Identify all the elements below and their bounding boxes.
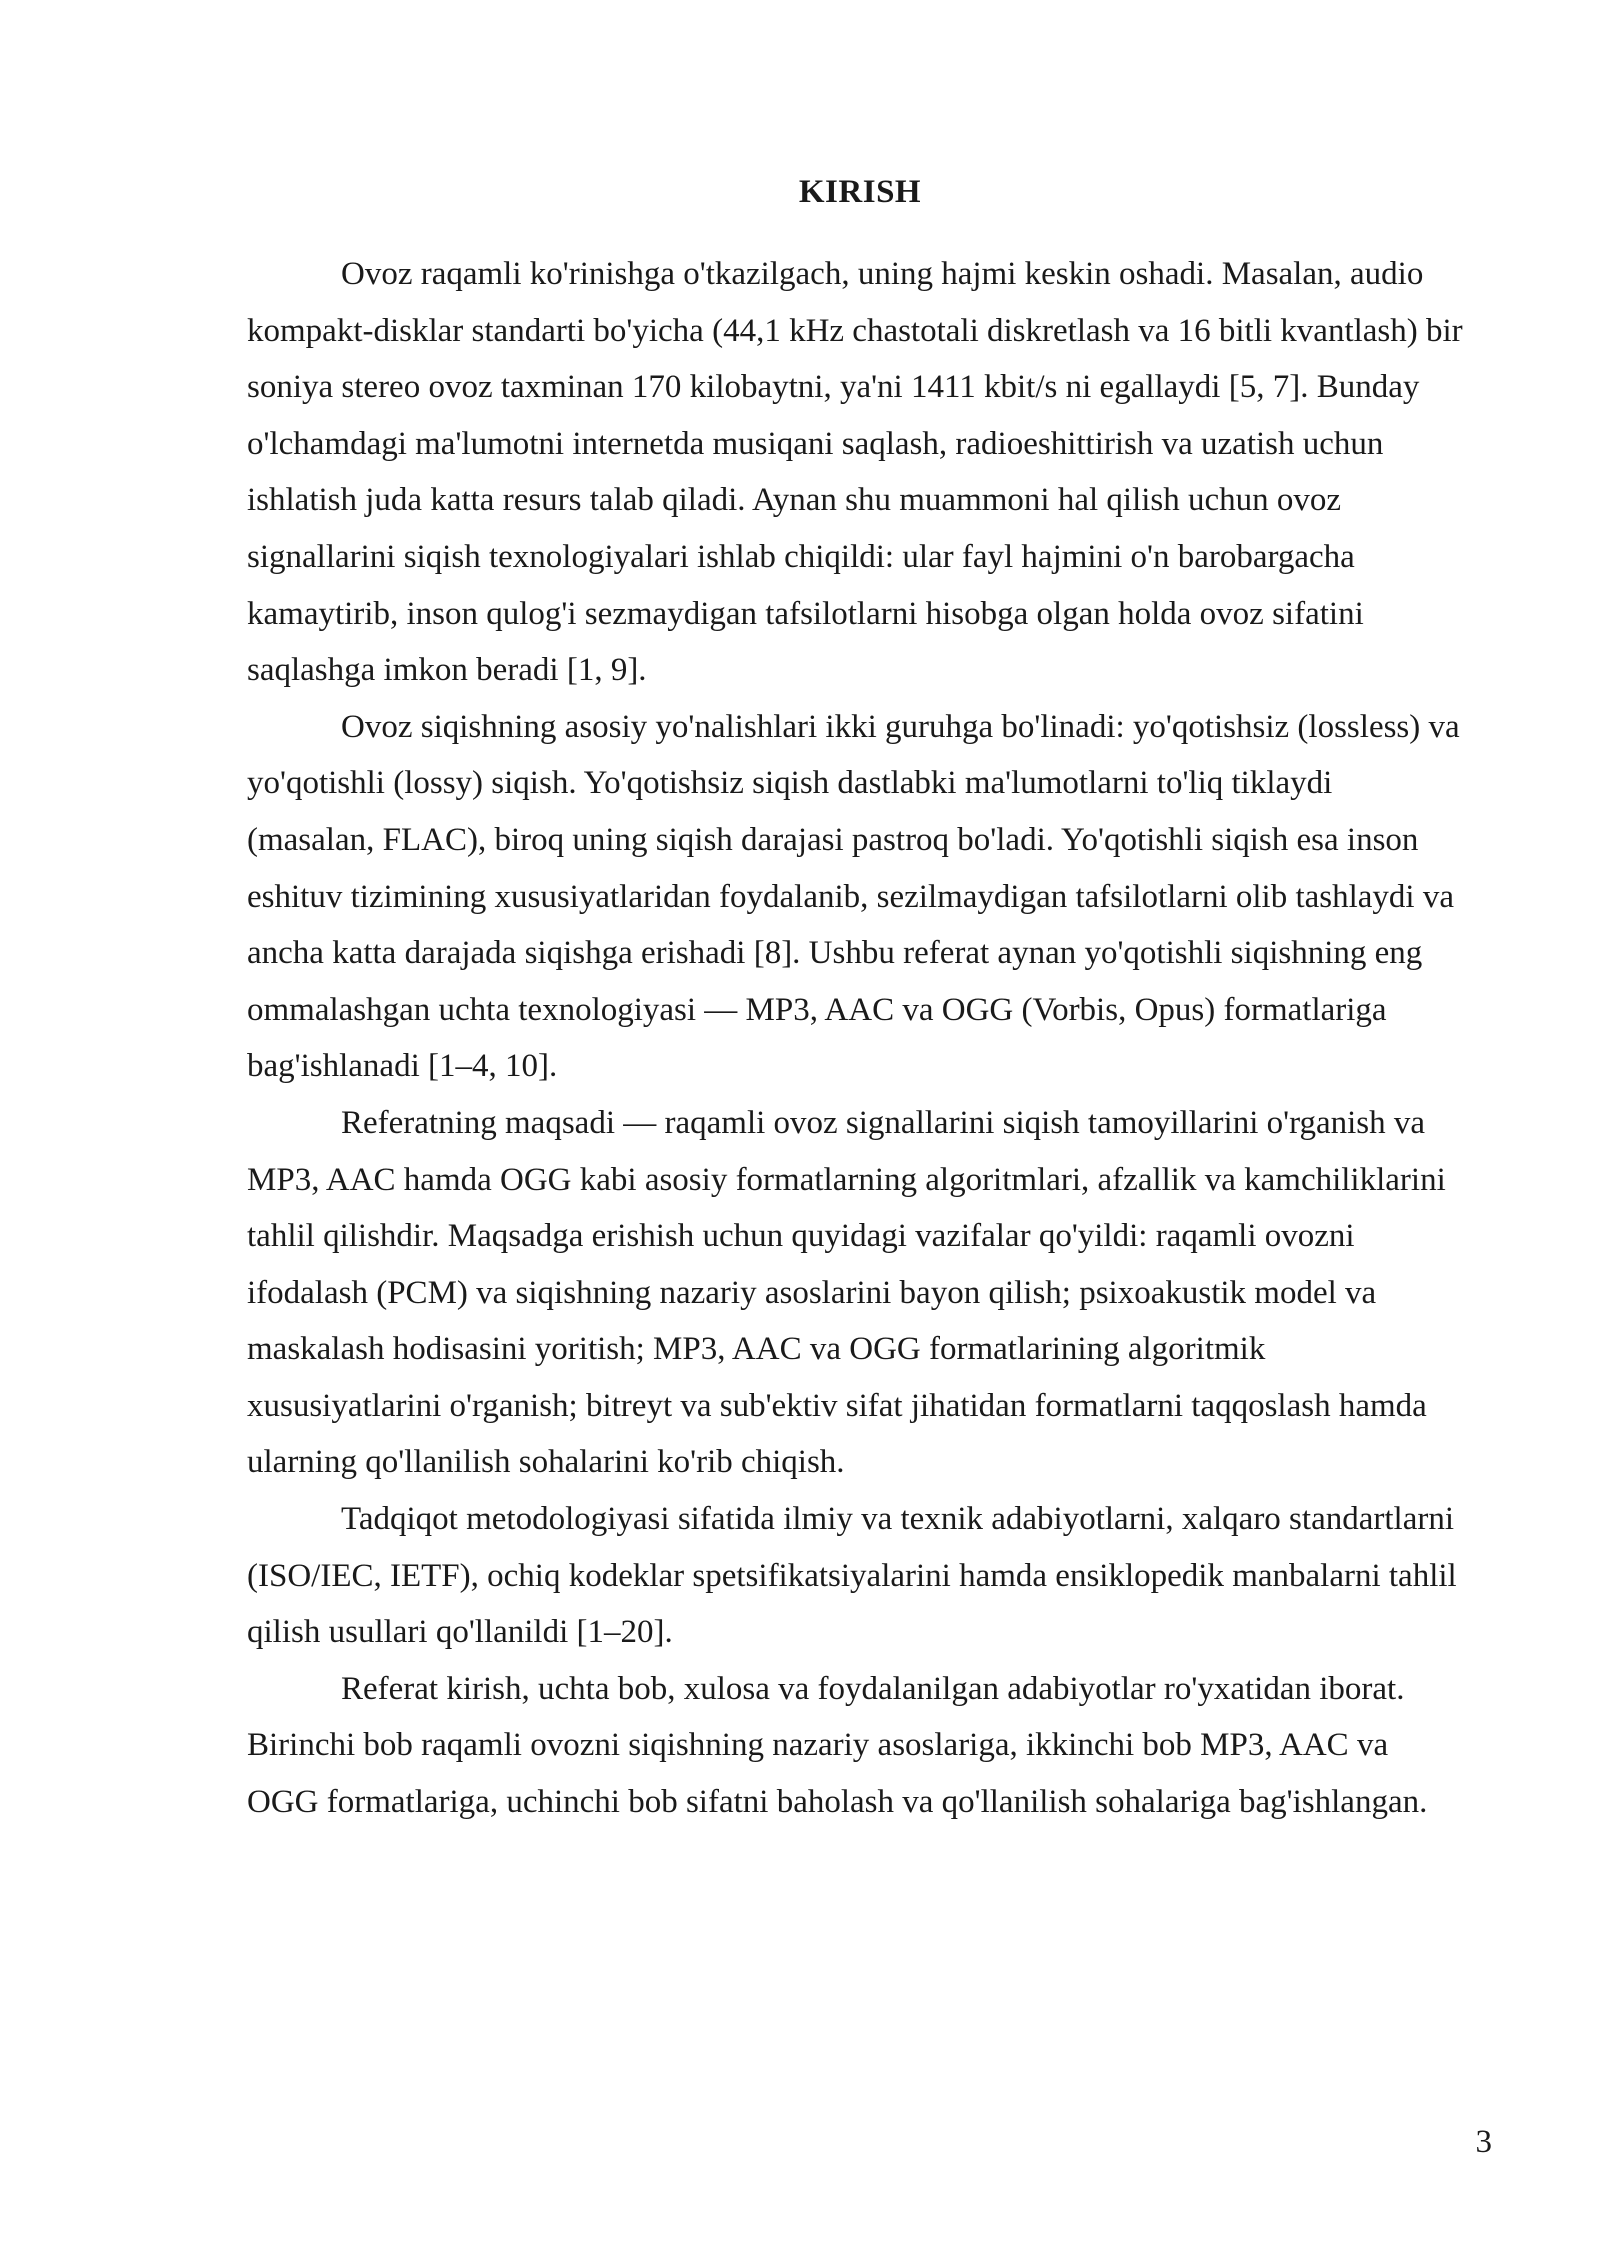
paragraph-structure: Referat kirish, uchta bob, xulosa va foydalanilgan adabiyotlar ro'yxatidan iborat. Birinchi bob raqamli ovozni siqishning nazariy asoslariga, ikkinchi bob MP3, AAC va OGG formatlariga, uchinchi bob sifatni baholash va qo'llanilish sohalariga bag'ishlangan. xyxy=(247,1670,1428,1821)
page-number: 3 xyxy=(1475,2124,1492,2160)
body-text xyxy=(247,246,1465,1831)
section-heading: KIRISH xyxy=(798,174,922,210)
paragraph-intro: Ovoz raqamli ko'rinishga o'tkazilgach, uning hajmi keskin oshadi. Masalan, audio kompakt-disklar standarti bo'yicha (44,1 kHz chastotali diskretlash va 16 bitli kvantlash) bir soniya stereo ovoz taxminan 170 kilobaytni, ya'ni 1411 kbit/s ni egallaydi [5, 7]. Bunday o'lchamdagi ma'lumotni internetda musiqani saqlash, radioeshittirish va uzatish uchun ishlatish juda katta resurs talab qiladi. Aynan shu muammoni hal qilish uchun ovoz signallarini siqish texnologiyalari ishlab chiqildi: ular fayl hajmini o'n barobargacha kamaytirib, inson qulog'i sezmaydigan tafsilotlarni hisobga olgan holda ovoz sifatini saqlashga imkon beradi [1, 9]. xyxy=(247,256,1463,689)
paragraph-compression-types: Ovoz siqishning asosiy yo'nalishlari ikki guruhga bo'linadi: yo'qotishsiz (lossless) va yo'qotishli (lossy) siqish. Yo'qotishsiz siqish dastlabki ma'lumotlarni to'liq tiklaydi (masalan, FLAC), biroq uning siqish darajasi pastroq bo'ladi. Yo'qotishli siqish esa inson eshituv tizimining xususiyatlaridan foydalanib, sezilmaydigan tafsilotlarni olib tashlaydi va ancha katta darajada siqishga erishadi [8]. Ushbu referat aynan yo'qotishli siqishning eng ommalashgan uchta texnologiyasi — MP3, AAC va OGG (Vorbis, Opus) formatlariga bag'ishlanadi [1–4, 10]. xyxy=(247,708,1460,1085)
paragraph-objectives: Referatning maqsadi — raqamli ovoz signallarini siqish tamoyillarini o'rganish va MP3, AAC hamda OGG kabi asosiy formatlarning algoritmlari, afzallik va kamchiliklarini tahlil qilishdir. Maqsadga erishish uchun quyidagi vazifalar qo'yildi: raqamli ovozni ifodalash (PCM) va siqishning nazariy asoslarini bayon qilish; psixoakustik model va maskalash hodisasini yoritish; MP3, AAC va OGG formatlarining algoritmik xususiyatlarini o'rganish; bitreyt va sub'ektiv sifat jihatidan formatlarni taqqoslash hamda ularning qo'llanilish sohalarini ko'rib chiqish. xyxy=(247,1104,1446,1481)
paragraph-methodology: Tadqiqot metodologiyasi sifatida ilmiy va texnik adabiyotlarni, xalqaro standartlarni (ISO/IEC, IETF), ochiq kodeklar spetsifikatsiyalarini hamda ensiklopedik manbalarni tahlil qilish usullari qo'llanildi [1–20]. xyxy=(247,1501,1457,1651)
